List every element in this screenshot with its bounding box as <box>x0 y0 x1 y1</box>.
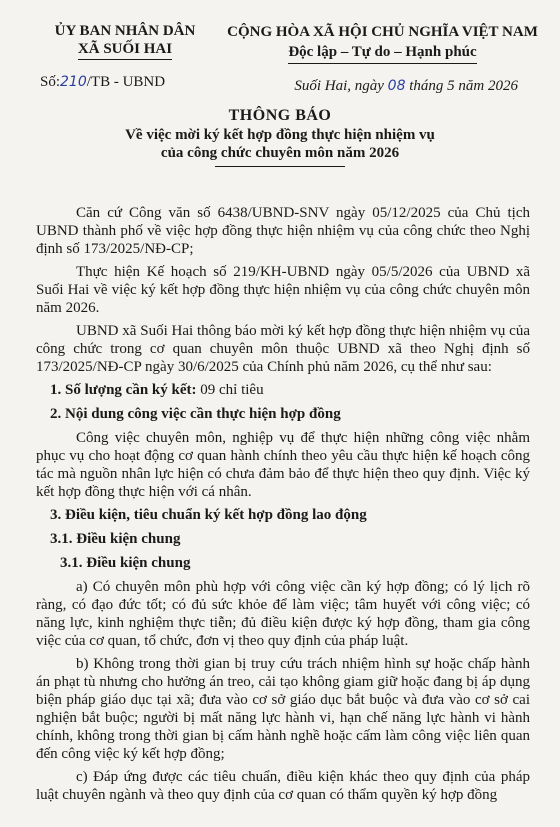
document-title <box>0 106 560 167</box>
authority-line-1: ỦY BAN NHÂN DÂN <box>54 23 196 39</box>
section-1-value: 09 chỉ tiêu <box>200 382 264 398</box>
paragraph-job-content: Công việc chuyên môn, nghiệp vụ để thực hiện những công việc nhằm phục vụ cho hoạt động cơ quan hành chính theo yêu cầu thực hiện kế hoạch công tác mà nguồn nhân lực hiện có chưa đảm bảo để thực hiện theo quy định. Việc ký kết hợp đồng thực hiện với cá nhân. <box>36 430 530 500</box>
section-3-1-heading: 3.1. Điều kiện chung <box>50 531 181 547</box>
title-main: THÔNG BÁO <box>228 107 332 124</box>
condition-b: b) Không trong thời gian bị truy cứu trách nhiệm hình sự hoặc chấp hành án phạt tù nhưng cho hưởng án treo, cải tạo không giam giữ hoặc đang bị áp dụng biện pháp giáo dục tại xã; đưa vào cơ sở giáo dục bắt buộc và đưa vào cơ sở cai nghiện bắt buộc; người bị mất năng lực hành vi, hạn chế năng lực hành vi hành chính, không trong thời gian bị cấm hành nghề hoặc cấm làm công việc liên quan đến công việc ký kết hợp đồng; <box>36 656 530 762</box>
issue-date-after: tháng 5 năm 2026 <box>409 78 518 94</box>
document-number-suffix: /TB - UBND <box>86 74 166 90</box>
section-1-label: 1. Số lượng cần ký kết: <box>50 382 197 398</box>
condition-c: c) Đáp ứng được các tiêu chuẩn, điều kiện khác theo quy định của pháp luật chuyên ngành và theo quy định của cơ quan có thẩm quyền ký hợp đồng <box>36 769 530 803</box>
section-3-heading: 3. Điều kiện, tiêu chuẩn ký kết hợp đồng lao động <box>50 507 367 523</box>
title-subject-line-2: của công chức chuyên môn năm 2026 <box>160 145 400 161</box>
section-3-1-heading-repeat: 3.1. Điều kiện chung <box>60 555 191 571</box>
national-motto: Độc lập – Tự do – Hạnh phúc <box>288 42 476 64</box>
national-header <box>205 22 560 64</box>
paragraph-legal-basis: Căn cứ Công văn số 6438/UBND-SNV ngày 05/12/2025 của Chủ tịch UBND thành phố về việc hợp đồng thực hiện nhiệm vụ của công chức theo Nghị định số 173/2025/NĐ-CP; <box>36 205 530 257</box>
issue-date <box>294 78 518 95</box>
document-body <box>36 204 530 809</box>
title-subject-line-1: Về việc mời ký kết hợp đồng thực hiện nhiệm vụ <box>125 127 435 143</box>
section-2-heading: 2. Nội dung công việc cần thực hiện hợp đồng <box>50 406 341 422</box>
condition-a: a) Có chuyên môn phù hợp với công việc cần ký hợp đồng; có lý lịch rõ ràng, có đạo đức tốt; có đủ sức khỏe để làm việc; tâm huyết với công việc; có năng lực, kinh nghiệm thực tiễn; đủ điều kiện được ký hợp đồng, tham gia công việc của cơ quan, tổ chức, đơn vị theo quy định của pháp luật. <box>36 579 530 649</box>
national-title: CỘNG HÒA XÃ HỘI CHỦ NGHĨA VIỆT NAM <box>227 24 538 40</box>
paragraph-plan: Thực hiện Kế hoạch số 219/KH-UBND ngày 05/5/2026 của UBND xã Suối Hai về việc ký kết hợp đồng thực hiện nhiệm vụ của công chức chuyên môn năm 2026. <box>36 264 530 316</box>
title-underline <box>215 166 345 167</box>
paragraph-announcement: UBND xã Suối Hai thông báo mời ký kết hợp đồng thực hiện nhiệm vụ của công chức trong cơ quan chuyên môn thuộc UBND xã theo Nghị định số 173/2025/NĐ-CP ngày 30/6/2025 của Chính phủ năm 2026, cụ thể như sau: <box>36 323 530 375</box>
issue-date-before: Suối Hai, ngày <box>294 78 384 94</box>
document-number <box>40 74 165 91</box>
document-number-prefix: Số: <box>40 74 61 90</box>
section-1-heading <box>36 381 530 399</box>
issue-date-day-handwritten: 08 <box>387 78 406 94</box>
authority-line-2: XÃ SUỐI HAI <box>78 40 172 60</box>
document-number-handwritten: 210 <box>60 74 87 90</box>
